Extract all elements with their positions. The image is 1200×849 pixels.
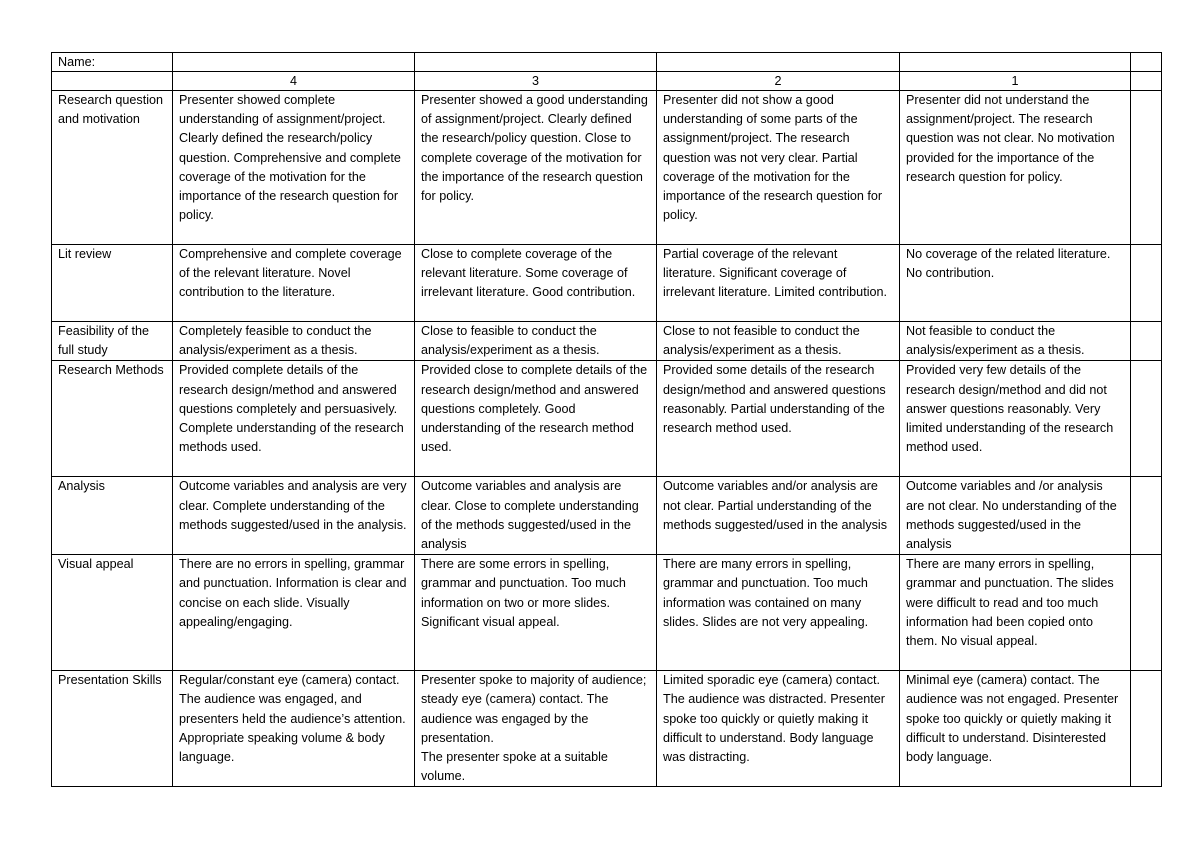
- descriptor-score-1: There are many errors in spelling, grammar and punctuation. The slides were difficult to read and too much information had been copied onto them. No visual appeal.: [900, 555, 1131, 671]
- criterion-label: Research question and motivation: [52, 91, 173, 245]
- rubric-row-research-methods: [52, 361, 1162, 477]
- descriptor-score-2: Outcome variables and/or analysis are not clear. Partial understanding of the methods suggested/used in the analysis: [657, 477, 900, 555]
- criterion-label: Presentation Skills: [52, 671, 173, 787]
- descriptor-score-4: Comprehensive and complete coverage of the relevant literature. Novel contribution to the literature.: [173, 245, 415, 322]
- descriptor-text: Presenter spoke to majority of audience; steady eye (camera) contact. The audience was engaged by the presentation. The presenter spoke at a suitable volume.: [421, 673, 647, 784]
- descriptor-score-2: Provided some details of the research design/method and answered questions reasonably. Partial understanding of the research method used.: [657, 361, 900, 477]
- empty-cell: [1131, 53, 1162, 72]
- descriptor-score-2: Partial coverage of the relevant literature. Significant coverage of irrelevant literature. Limited contribution.: [657, 245, 900, 322]
- empty-cell: [52, 72, 173, 91]
- rubric-row-feasibility: [52, 322, 1162, 361]
- descriptor-score-2: There are many errors in spelling, grammar and punctuation. Too much information was contained on many slides. Slides are not very appealing.: [657, 555, 900, 671]
- criterion-label: Analysis: [52, 477, 173, 555]
- grade-cell[interactable]: [1131, 322, 1162, 361]
- descriptor-score-4: Outcome variables and analysis are very clear. Complete understanding of the methods suggested/used in the analysis.: [173, 477, 415, 555]
- score-2-header: 2: [657, 72, 900, 91]
- descriptor-score-4: [173, 671, 415, 787]
- descriptor-score-1: No coverage of the related literature. No contribution.: [900, 245, 1131, 322]
- grade-header-cell: [1131, 72, 1162, 91]
- name-field[interactable]: [173, 53, 415, 72]
- descriptor-score-3: Outcome variables and analysis are clear. Close to complete understanding of the methods suggested/used in the analysis: [415, 477, 657, 555]
- rubric-row-lit-review: [52, 245, 1162, 322]
- rubric-row-research-question: [52, 91, 1162, 245]
- descriptor-score-2: Close to not feasible to conduct the analysis/experiment as a thesis.: [657, 322, 900, 361]
- empty-cell: [415, 53, 657, 72]
- descriptor-score-3: Provided close to complete details of the research design/method and answered questions completely. Good understanding of the research method used.: [415, 361, 657, 477]
- score-4-header: 4: [173, 72, 415, 91]
- descriptor-score-3: [415, 671, 657, 787]
- descriptor-score-4: There are no errors in spelling, grammar and punctuation. Information is clear and concise on each slide. Visually appealing/engaging.: [173, 555, 415, 671]
- score-header-row: [52, 72, 1162, 91]
- name-label: Name:: [52, 53, 173, 72]
- rubric-row-analysis: [52, 477, 1162, 555]
- empty-cell: [900, 53, 1131, 72]
- score-3-header: 3: [415, 72, 657, 91]
- descriptor-score-2: Presenter did not show a good understanding of some parts of the assignment/project. The research question was not very clear. Partial coverage of the motivation for the importance of the research question for policy.: [657, 91, 900, 245]
- criterion-label: Feasibility of the full study: [52, 322, 173, 361]
- descriptor-score-4: Completely feasible to conduct the analysis/experiment as a thesis.: [173, 322, 415, 361]
- criterion-label: Lit review: [52, 245, 173, 322]
- descriptor-score-3: Close to complete coverage of the relevant literature. Some coverage of irrelevant literature. Good contribution.: [415, 245, 657, 322]
- criterion-label: Visual appeal: [52, 555, 173, 671]
- grade-cell[interactable]: [1131, 671, 1162, 787]
- empty-cell: [657, 53, 900, 72]
- rubric-table: [51, 52, 1162, 787]
- descriptor-score-1: Minimal eye (camera) contact. The audience was not engaged. Presenter spoke too quickly or quietly making it difficult to understand. Disinterested body language.: [900, 671, 1131, 787]
- grade-cell[interactable]: [1131, 477, 1162, 555]
- descriptor-text: Regular/constant eye (camera) contact. The audience was engaged, and presenters held the audience’s attention. Appropriate speaking volume & body language.: [179, 673, 406, 765]
- score-1-header: 1: [900, 72, 1131, 91]
- descriptor-score-1: Not feasible to conduct the analysis/experiment as a thesis.: [900, 322, 1131, 361]
- descriptor-score-3: Presenter showed a good understanding of assignment/project. Clearly defined the research/policy question. Close to complete coverage of the motivation for the importance of the research question for policy.: [415, 91, 657, 245]
- name-row: [52, 53, 1162, 72]
- grade-cell[interactable]: [1131, 245, 1162, 322]
- descriptor-score-3: There are some errors in spelling, grammar and punctuation. Too much information on two or more slides. Significant visual appeal.: [415, 555, 657, 671]
- descriptor-score-1: Presenter did not understand the assignment/project. The research question was not clear. No motivation provided for the importance of the research question for policy.: [900, 91, 1131, 245]
- descriptor-score-2: Limited sporadic eye (camera) contact. The audience was distracted. Presenter spoke too quickly or quietly making it difficult to understand. Body language was distracting.: [657, 671, 900, 787]
- descriptor-score-1: Outcome variables and /or analysis are not clear. No understanding of the methods suggested/used in the analysis: [900, 477, 1131, 555]
- criterion-label: Research Methods: [52, 361, 173, 477]
- descriptor-score-1: Provided very few details of the research design/method and did not answer questions reasonably. Very limited understanding of the research method used.: [900, 361, 1131, 477]
- rubric-row-presentation-skills: [52, 671, 1162, 787]
- rubric-row-visual-appeal: [52, 555, 1162, 671]
- grade-cell[interactable]: [1131, 361, 1162, 477]
- grade-cell[interactable]: [1131, 91, 1162, 245]
- descriptor-score-3: Close to feasible to conduct the analysis/experiment as a thesis.: [415, 322, 657, 361]
- descriptor-score-4: Presenter showed complete understanding of assignment/project. Clearly defined the research/policy question. Comprehensive and complete coverage of the motivation for the importance of the research question for policy.: [173, 91, 415, 245]
- descriptor-score-4: Provided complete details of the research design/method and answered questions completely and persuasively. Complete understanding of the research methods used.: [173, 361, 415, 477]
- grade-cell[interactable]: [1131, 555, 1162, 671]
